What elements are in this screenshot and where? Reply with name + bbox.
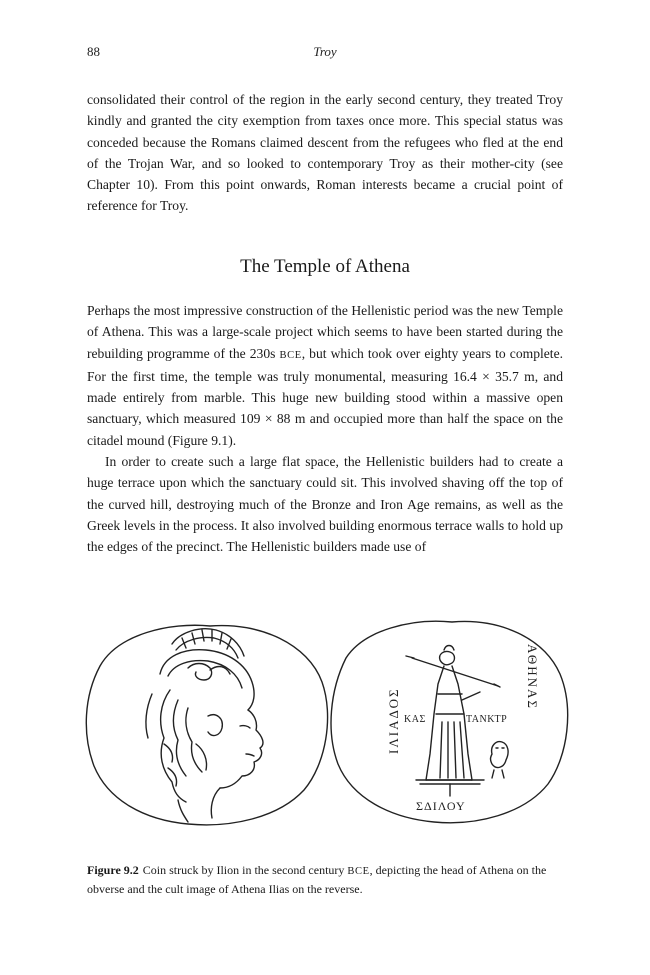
section-paragraph-2: In order to create such a large flat space, the Hellenistic builders had to create a huge terrace upon which the sanctuary could sit. This involved shaving off the top of the curved hill, destroying much of the Bronze and Iron Age remains, as well as the Greek levels in the process. It also involved building enormous terrace walls to hold up the edges of the precinct. The Hellenistic builders made use of [87, 454, 563, 555]
era-abbreviation: BCE [279, 349, 302, 361]
page-number: 88 [87, 44, 100, 59]
figure-label: Figure 9.2 [87, 863, 139, 877]
paragraph-1-text-a: Perhaps the most impressive construction of the Hellenistic period was the new Temple of Athena. This was a large-scale project which seems to have been started during the rebuilding programme of the 230s [87, 303, 563, 361]
obverse-rim [86, 625, 327, 825]
caption-text-b: , depicting the head of Athena on the obverse and the cult image of Athena Ilias on the reverse. [87, 863, 547, 896]
caption-text-a: Coin struck by Ilion in the second century [142, 863, 348, 877]
running-title: Troy [313, 44, 337, 59]
section-paragraph-1 [87, 300, 563, 451]
figure-caption [87, 862, 563, 898]
inscription-right: ΑΘΗΝΑΣ [525, 644, 540, 710]
coin-obverse [86, 625, 327, 825]
section-body [87, 300, 563, 558]
section-heading: The Temple of Athena [240, 256, 410, 277]
inscription-magistrate-left: ΚΑΣ [404, 714, 426, 725]
paragraph-1-text-b: , but which took over eighty years to complete. For the first time, the temple was truly monumental, measuring 16.4 × 35.7 m, and made entirely from marble. This huge new building stood within a massive open sanctuary, which measured 109 × 88 m and occupied more than half the space on the citadel mound (Figure 9.1). [87, 345, 564, 448]
inscription-magistrate-right: ΤΑΝΚΤΡ [466, 714, 508, 725]
coin-figure [60, 604, 590, 832]
reverse-inscriptions [386, 644, 540, 813]
inscription-left: ΙΛΙΑΔΟΣ [386, 687, 401, 754]
intro-paragraph-block [87, 89, 563, 217]
caption-era: BCE [347, 866, 370, 877]
inscription-bottom: ΣΔΙΛΟΥ [416, 799, 466, 813]
intro-paragraph: consolidated their control of the region in the early second century, they treated Troy kindly and granted the city exemption from taxes once more. This special status was conceded because the Romans claimed descent from the refugees who fled at the end of the Trojan War, and so looked to contemporary Troy as their mother-city (see Chapter 10). From this point onwards, Roman interests became a crucial point of reference for Troy. [87, 92, 563, 214]
